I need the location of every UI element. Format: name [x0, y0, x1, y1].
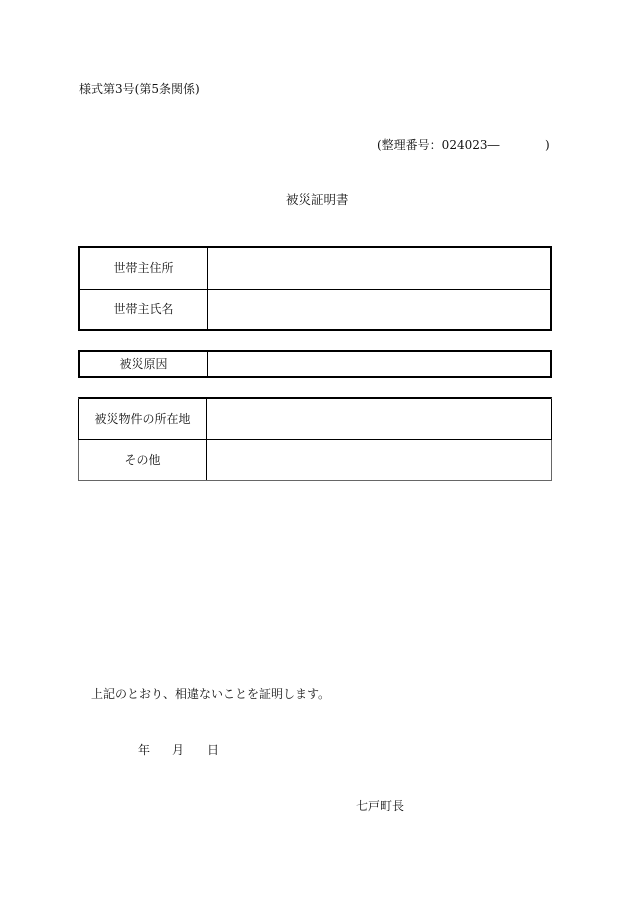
- property-location-label-line1: 被災物件の: [94, 411, 155, 426]
- disaster-cause-label: 被災原因: [80, 352, 208, 376]
- form-number: 様式第3号(第5条関係): [79, 82, 200, 96]
- reference-number-label: (整理番号：024023―: [377, 138, 500, 152]
- table-row: [80, 352, 550, 376]
- date-year: 年: [138, 743, 151, 757]
- date-month: 月: [172, 743, 185, 757]
- issuer-title: 七戸町長: [356, 799, 405, 813]
- household-address-label: 世帯主住所: [80, 248, 208, 289]
- property-location-field[interactable]: [207, 399, 551, 439]
- table-row: [80, 248, 550, 289]
- certification-statement: 上記のとおり、相違ないことを証明します。: [91, 687, 331, 701]
- household-name-label: 世帯主氏名: [80, 290, 208, 329]
- date-day: 日: [207, 743, 220, 757]
- cause-table: [78, 350, 552, 378]
- other-field[interactable]: [207, 440, 551, 480]
- other-label: その他: [79, 440, 207, 480]
- household-address-field[interactable]: [208, 248, 550, 289]
- reference-number-close: ): [545, 138, 550, 152]
- table-row: [80, 289, 550, 329]
- disaster-cause-field[interactable]: [208, 352, 550, 376]
- property-location-label-line2: 所在地: [154, 411, 191, 426]
- household-table: [78, 246, 552, 331]
- household-name-field[interactable]: [208, 290, 550, 329]
- property-table: [78, 397, 552, 481]
- table-row: [79, 440, 551, 480]
- property-location-label: [79, 399, 207, 439]
- document-title: 被災証明書: [286, 192, 349, 207]
- table-row: [78, 399, 552, 440]
